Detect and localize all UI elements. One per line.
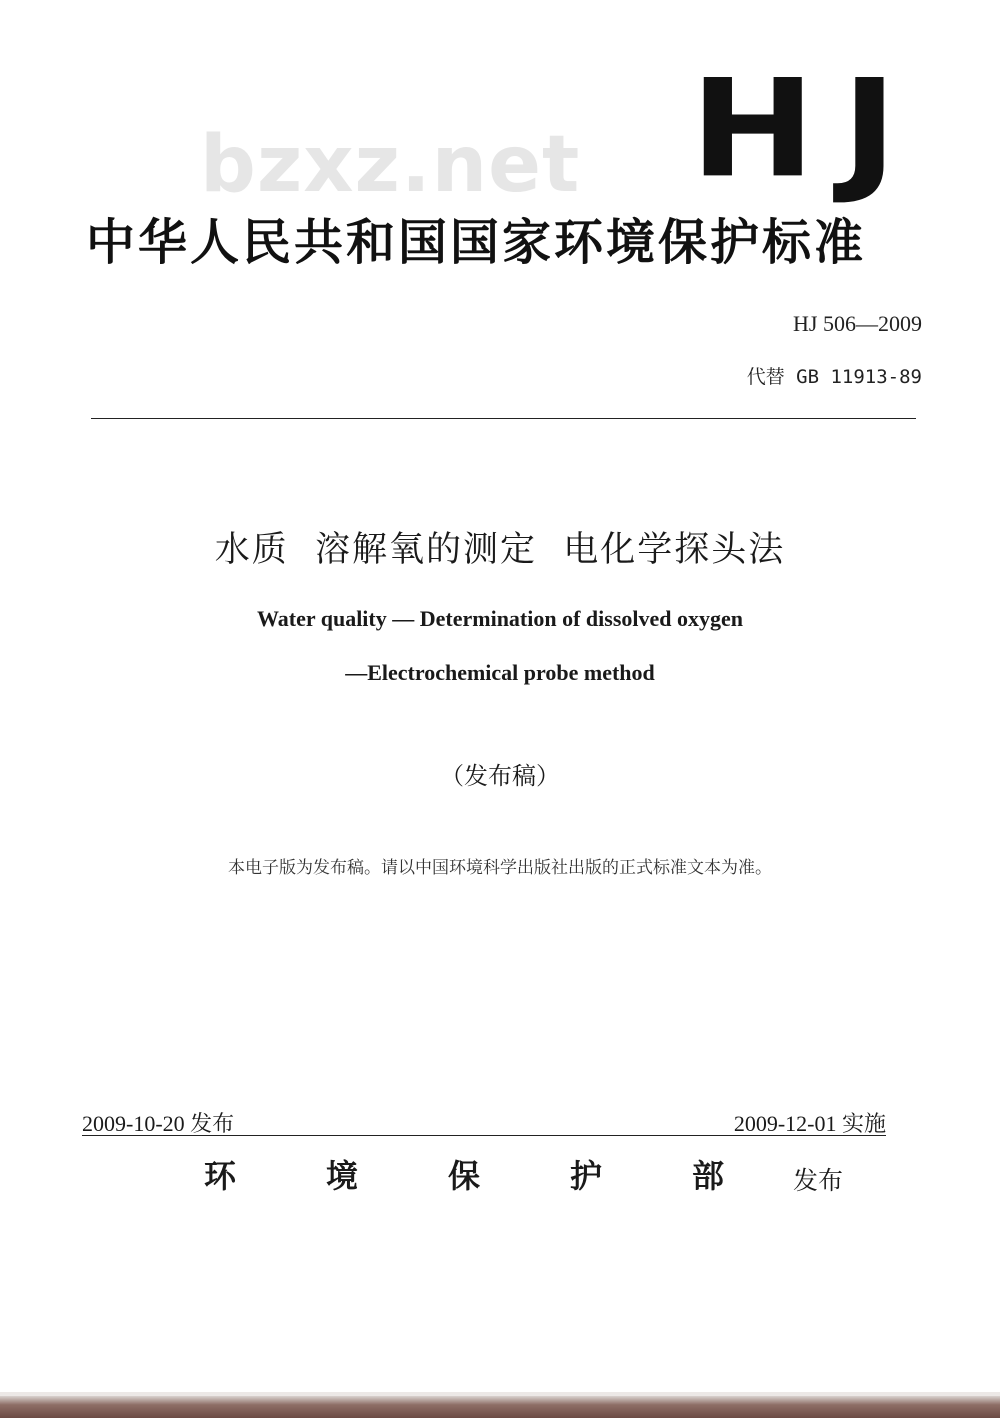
standard-category-title: 中华人民共和国国家环境保护标准: [86, 214, 867, 271]
publisher-action: 发布: [793, 1166, 844, 1195]
publisher-name: [204, 1157, 724, 1195]
publisher-char: 境: [325, 1157, 358, 1195]
bottom-divider: [82, 1135, 886, 1136]
english-title-line-1: Water quality — Determination of dissolved oxygen: [256, 606, 744, 631]
issue-date: 2009-10-20 发布: [82, 1111, 235, 1136]
hj-logo: HJ: [690, 51, 924, 208]
draft-status: （发布稿）: [440, 762, 560, 790]
publisher-char: 环: [204, 1157, 237, 1195]
chinese-title: 水质 溶解氧的测定 电化学探头法: [214, 530, 786, 570]
electronic-version-notice: 本电子版为发布稿。请以中国环境科学出版社出版的正式标准文本为准。: [228, 858, 772, 878]
top-divider: [91, 418, 916, 419]
standard-number: HJ 506—2009: [793, 311, 922, 336]
watermark-text: bzxz.net: [200, 120, 581, 210]
publisher-char: 护: [569, 1157, 602, 1195]
english-title-line-2: —Electrochemical probe method: [345, 660, 655, 685]
publisher-char: 保: [447, 1157, 480, 1195]
implementation-date: 2009-12-01 实施: [733, 1111, 886, 1136]
publisher-char: 部: [691, 1157, 724, 1195]
replaced-standard-number: 代替 GB 11913-89: [746, 366, 922, 388]
page-bottom-band: [0, 1396, 1000, 1418]
